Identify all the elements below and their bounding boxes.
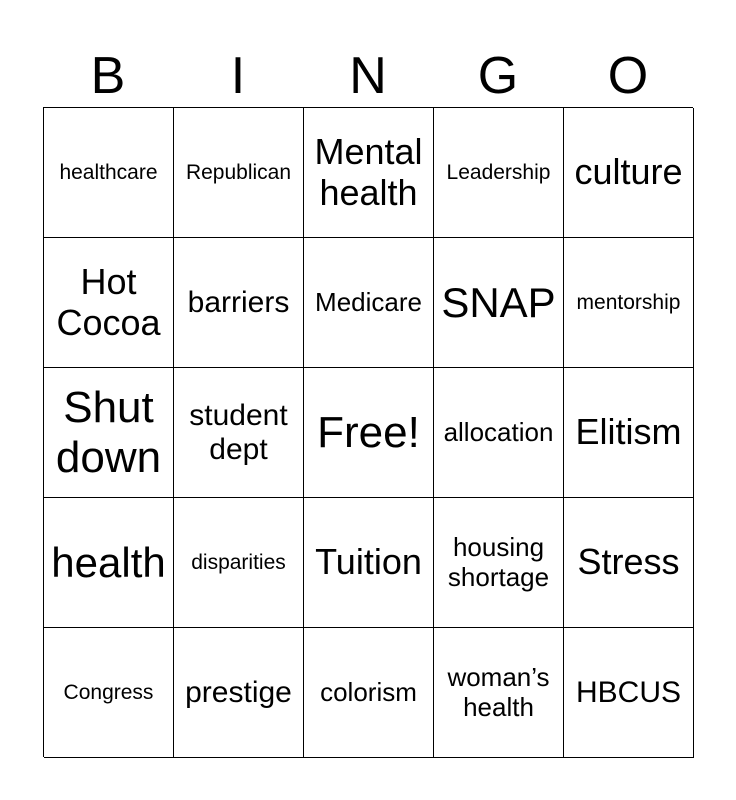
cell-text: Stress bbox=[577, 541, 680, 583]
cell-text: healthcare bbox=[59, 160, 158, 184]
bingo-cell bbox=[174, 108, 304, 238]
bingo-cell bbox=[44, 108, 174, 238]
bingo-cell bbox=[44, 498, 174, 628]
header-letter-n: N bbox=[349, 47, 387, 105]
cell-text: Free! bbox=[317, 407, 420, 457]
cell-text: woman’s health bbox=[447, 662, 550, 722]
bingo-cell bbox=[564, 108, 694, 238]
cell-text: Republican bbox=[185, 160, 292, 184]
cell-text: housing shortage bbox=[447, 532, 550, 592]
bingo-cell bbox=[564, 498, 694, 628]
bingo-cell bbox=[434, 238, 564, 368]
bingo-cell bbox=[304, 238, 434, 368]
cell-text: mentorship bbox=[576, 290, 681, 314]
cell-text: health bbox=[51, 538, 166, 586]
bingo-cell bbox=[434, 368, 564, 498]
cell-text: HBCUS bbox=[575, 675, 681, 709]
bingo-cell bbox=[44, 368, 174, 498]
bingo-header bbox=[43, 44, 693, 108]
bingo-cell bbox=[304, 108, 434, 238]
header-letter-b: B bbox=[90, 47, 126, 105]
cell-text: Hot Cocoa bbox=[56, 261, 161, 343]
cell-text: student dept bbox=[189, 398, 288, 466]
cell-text: prestige bbox=[185, 675, 292, 709]
bingo-cell bbox=[564, 368, 694, 498]
cell-text: allocation bbox=[443, 416, 554, 447]
bingo-cell bbox=[174, 628, 304, 758]
bingo-cell bbox=[434, 498, 564, 628]
cell-text: SNAP bbox=[441, 278, 556, 326]
cell-text: colorism bbox=[320, 676, 417, 707]
bingo-board bbox=[43, 107, 693, 757]
bingo-cell bbox=[174, 498, 304, 628]
cell-text: Shut down bbox=[55, 383, 162, 482]
cell-text: Mental health bbox=[314, 131, 423, 213]
bingo-cell bbox=[304, 498, 434, 628]
bingo-cell bbox=[174, 368, 304, 498]
cell-text: disparities bbox=[191, 550, 286, 574]
bingo-cell bbox=[564, 628, 694, 758]
cell-text: Medicare bbox=[315, 286, 422, 317]
bingo-cell bbox=[304, 628, 434, 758]
cell-text: Congress bbox=[63, 680, 154, 704]
cell-text: Tuition bbox=[315, 541, 422, 583]
cell-text: Elitism bbox=[575, 411, 682, 453]
bingo-cell bbox=[434, 628, 564, 758]
cell-text: barriers bbox=[187, 285, 290, 319]
bingo-cell bbox=[44, 628, 174, 758]
bingo-cell bbox=[44, 238, 174, 368]
bingo-cell bbox=[434, 108, 564, 238]
bingo-cell bbox=[174, 238, 304, 368]
cell-text: culture bbox=[574, 151, 683, 193]
bingo-cell bbox=[564, 238, 694, 368]
cell-text: Leadership bbox=[446, 160, 551, 184]
bingo-cell bbox=[304, 368, 434, 498]
header-letter-i: I bbox=[230, 47, 246, 105]
header-letter-o: O bbox=[607, 47, 649, 105]
header-letter-g: G bbox=[477, 47, 519, 105]
